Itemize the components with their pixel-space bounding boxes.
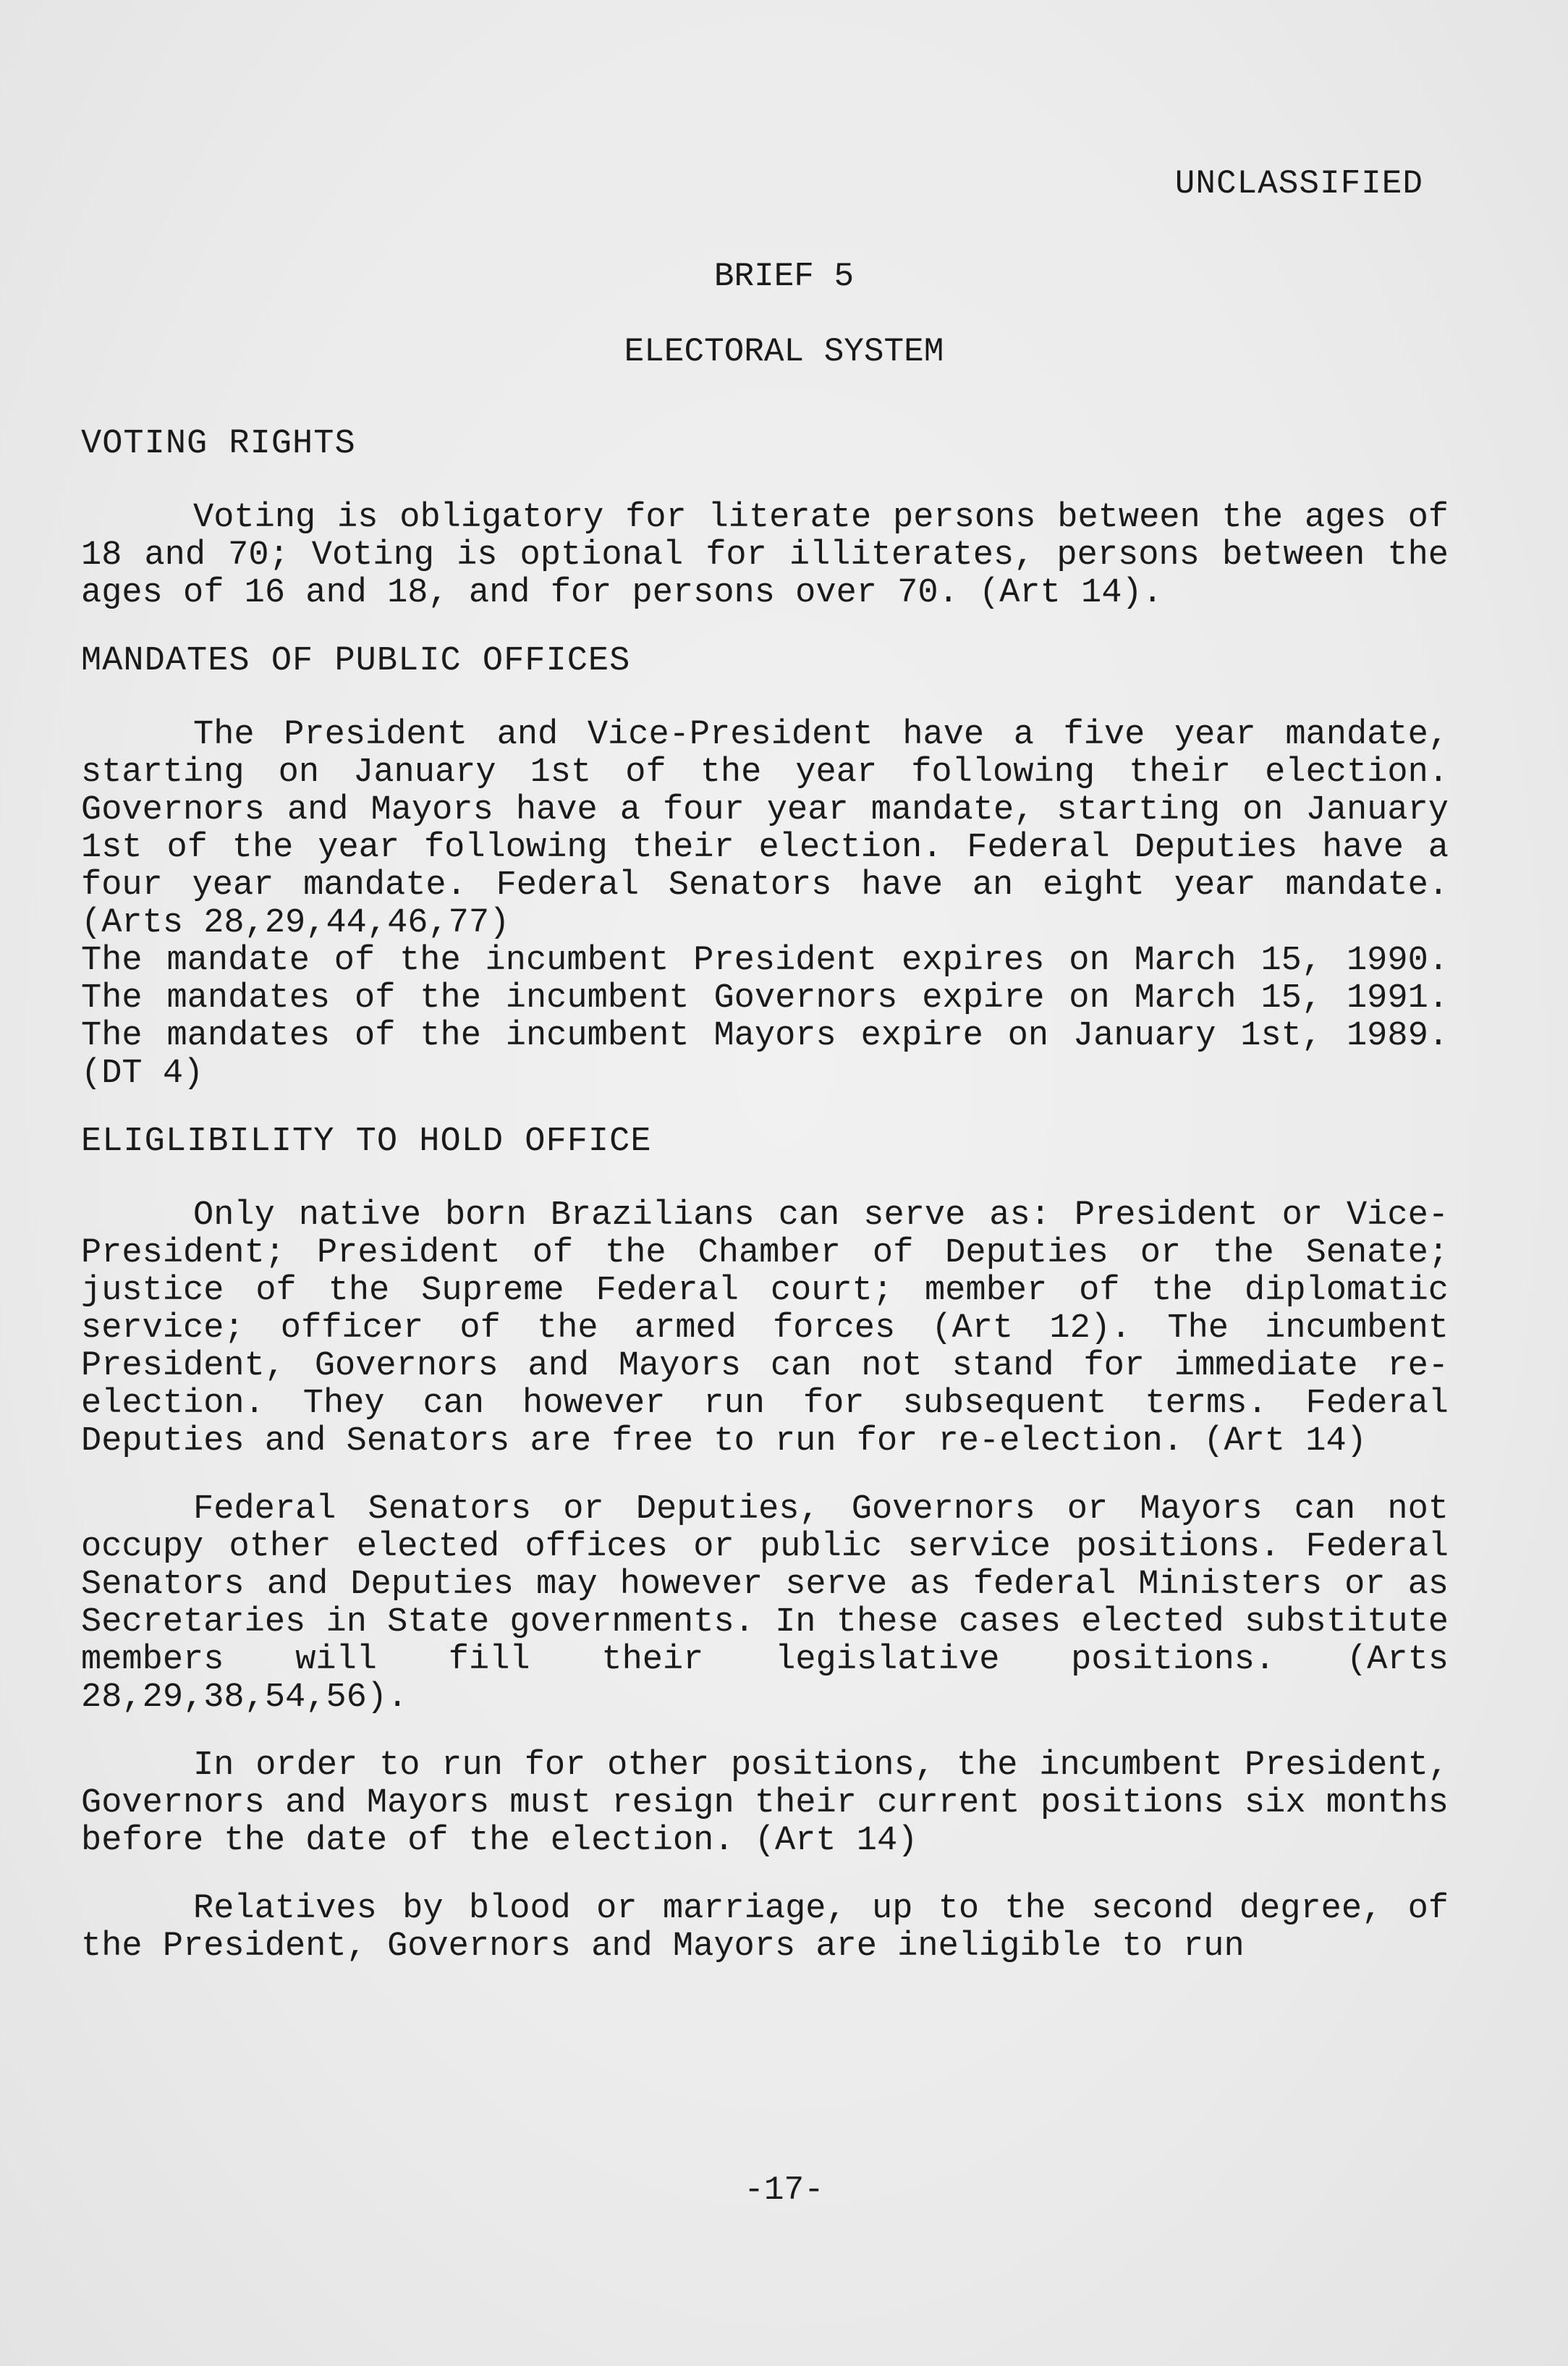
classification-marking: UNCLASSIFIED — [1174, 165, 1423, 203]
section-heading-eligibility: ELIGLIBILITY TO HOLD OFFICE — [81, 1123, 652, 1161]
mandates-paragraph-2: The mandate of the incumbent President expires on March 15, 1990. The mandates of the incumbent Governors expire on March 15, 1991. The mandates of the incumbent Mayors expire on January 1st, 1989. (DT 4) — [81, 942, 1449, 1093]
mandates-paragraph-1: The President and Vice-President have a five year mandate, starting on January 1st of the year following their election. Governors and Mayors have a four year mandate, starting on January 1st of the year following their election. Federal Deputies have a four year mandate. Federal Senators have an eight year mandate. (Arts 28,29,44,46,77) — [81, 716, 1449, 942]
section-heading-voting-rights: VOTING RIGHTS — [81, 425, 356, 463]
document-title: ELECTORAL SYSTEM — [624, 333, 944, 371]
voting-rights-paragraph: Voting is obligatory for literate persons between the ages of 18 and 70; Voting is optional for illiterates, persons between the ages of 16 and 18, and for persons over 70. (Art 14). — [81, 499, 1449, 612]
eligibility-paragraph-1: Only native born Brazilians can serve as: President or Vice-President; President of the Chamber of Deputies or the Senate; justice of the Supreme Federal court; member of the diplomatic service; officer of the armed forces (Art 12). The incumbent President, Governors and Mayors can not stand for immediate re-election. They can however run for subsequent terms. Federal Deputies and Senators are free to run for re-election. (Art 14) — [81, 1196, 1449, 1461]
document-body — [81, 405, 1449, 1996]
eligibility-paragraph-2: Federal Senators or Deputies, Governors or Mayors can not occupy other elected offices or public service positions. Federal Senators and Deputies may however serve as federal Ministers or as Secretaries in State governments. In these cases elected substitute members will fill their legislative positions. (Arts 28,29,38,54,56). — [81, 1490, 1449, 1717]
eligibility-paragraph-4: Relatives by blood or marriage, up to the second degree, of the President, Governors and Mayors are ineligible to run — [81, 1890, 1449, 1966]
brief-title-block — [0, 239, 1568, 389]
eligibility-paragraph-3: In order to run for other positions, the incumbent President, Governors and Mayors must resign their current positions six months before the date of the election. (Art 14) — [81, 1746, 1449, 1860]
section-heading-mandates: MANDATES OF PUBLIC OFFICES — [81, 642, 631, 680]
brief-number: BRIEF 5 — [713, 258, 855, 295]
page-number: -17- — [744, 2171, 824, 2209]
